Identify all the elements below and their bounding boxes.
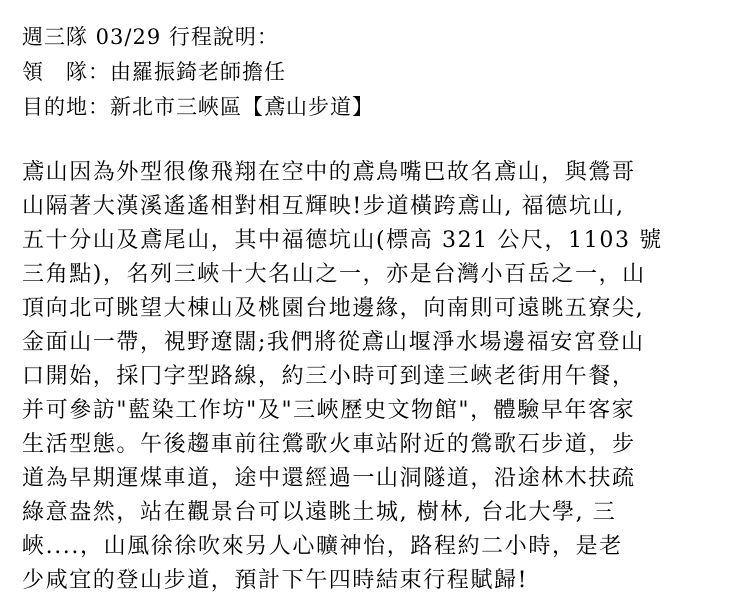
- paragraph-line-10: 道為早期運煤車道，途中還經過一山洞隧道，沿途林木扶疏: [22, 466, 636, 491]
- paragraph-line-3: 五十分山及鳶尾山，其中福德坑山(標高 321 公尺，1103 號: [22, 228, 663, 253]
- paragraph-line-6: 金面山一帶，視野遼闊;我們將從鳶山堰淨水場邊福安宮登山: [22, 330, 645, 355]
- paragraph-line-2: 山隔著大漢溪遙遙相對相互輝映!步道橫跨鳶山, 福德坑山,: [22, 194, 625, 219]
- paragraph-line-13: 少咸宜的登山步道，預計下午四時結束行程賦歸!: [22, 568, 529, 593]
- paragraph-line-5: 頂向北可眺望大棟山及桃園台地邊緣，向南則可遠眺五寮尖,: [22, 296, 645, 321]
- schedule-title: 週三隊 03/29 行程說明：: [22, 25, 279, 49]
- paragraph-line-7: 口開始，採冂字型路線，約三小時可到達三峽老街用午餐，: [22, 364, 636, 389]
- paragraph-line-1: 鳶山因為外型很像飛翔在空中的鳶鳥嘴巴故名鳶山，與鶯哥: [22, 160, 636, 185]
- paragraph-line-12: 峽....，山風徐徐吹來另人心曠神怡，路程約二小時，是老: [22, 534, 623, 559]
- paragraph-line-8: 并可參訪"藍染工作坊"及"三峽歷史文物館"，體驗早年客家: [22, 398, 636, 423]
- paragraph-line-11: 綠意盎然，站在觀景台可以遠眺土城, 樹林, 台北大學, 三: [22, 500, 617, 525]
- destination-line: 目的地：新北市三峽區【鳶山步道】: [22, 95, 374, 119]
- paragraph-line-9: 生活型態。午後趨車前往鶯歌火車站附近的鶯歌石步道，步: [22, 432, 636, 457]
- paragraph-line-4: 三角點)，名列三峽十大名山之一，亦是台灣小百岳之一，山: [22, 262, 646, 287]
- leader-line: 領 隊：由羅振錡老師擔任: [22, 60, 286, 84]
